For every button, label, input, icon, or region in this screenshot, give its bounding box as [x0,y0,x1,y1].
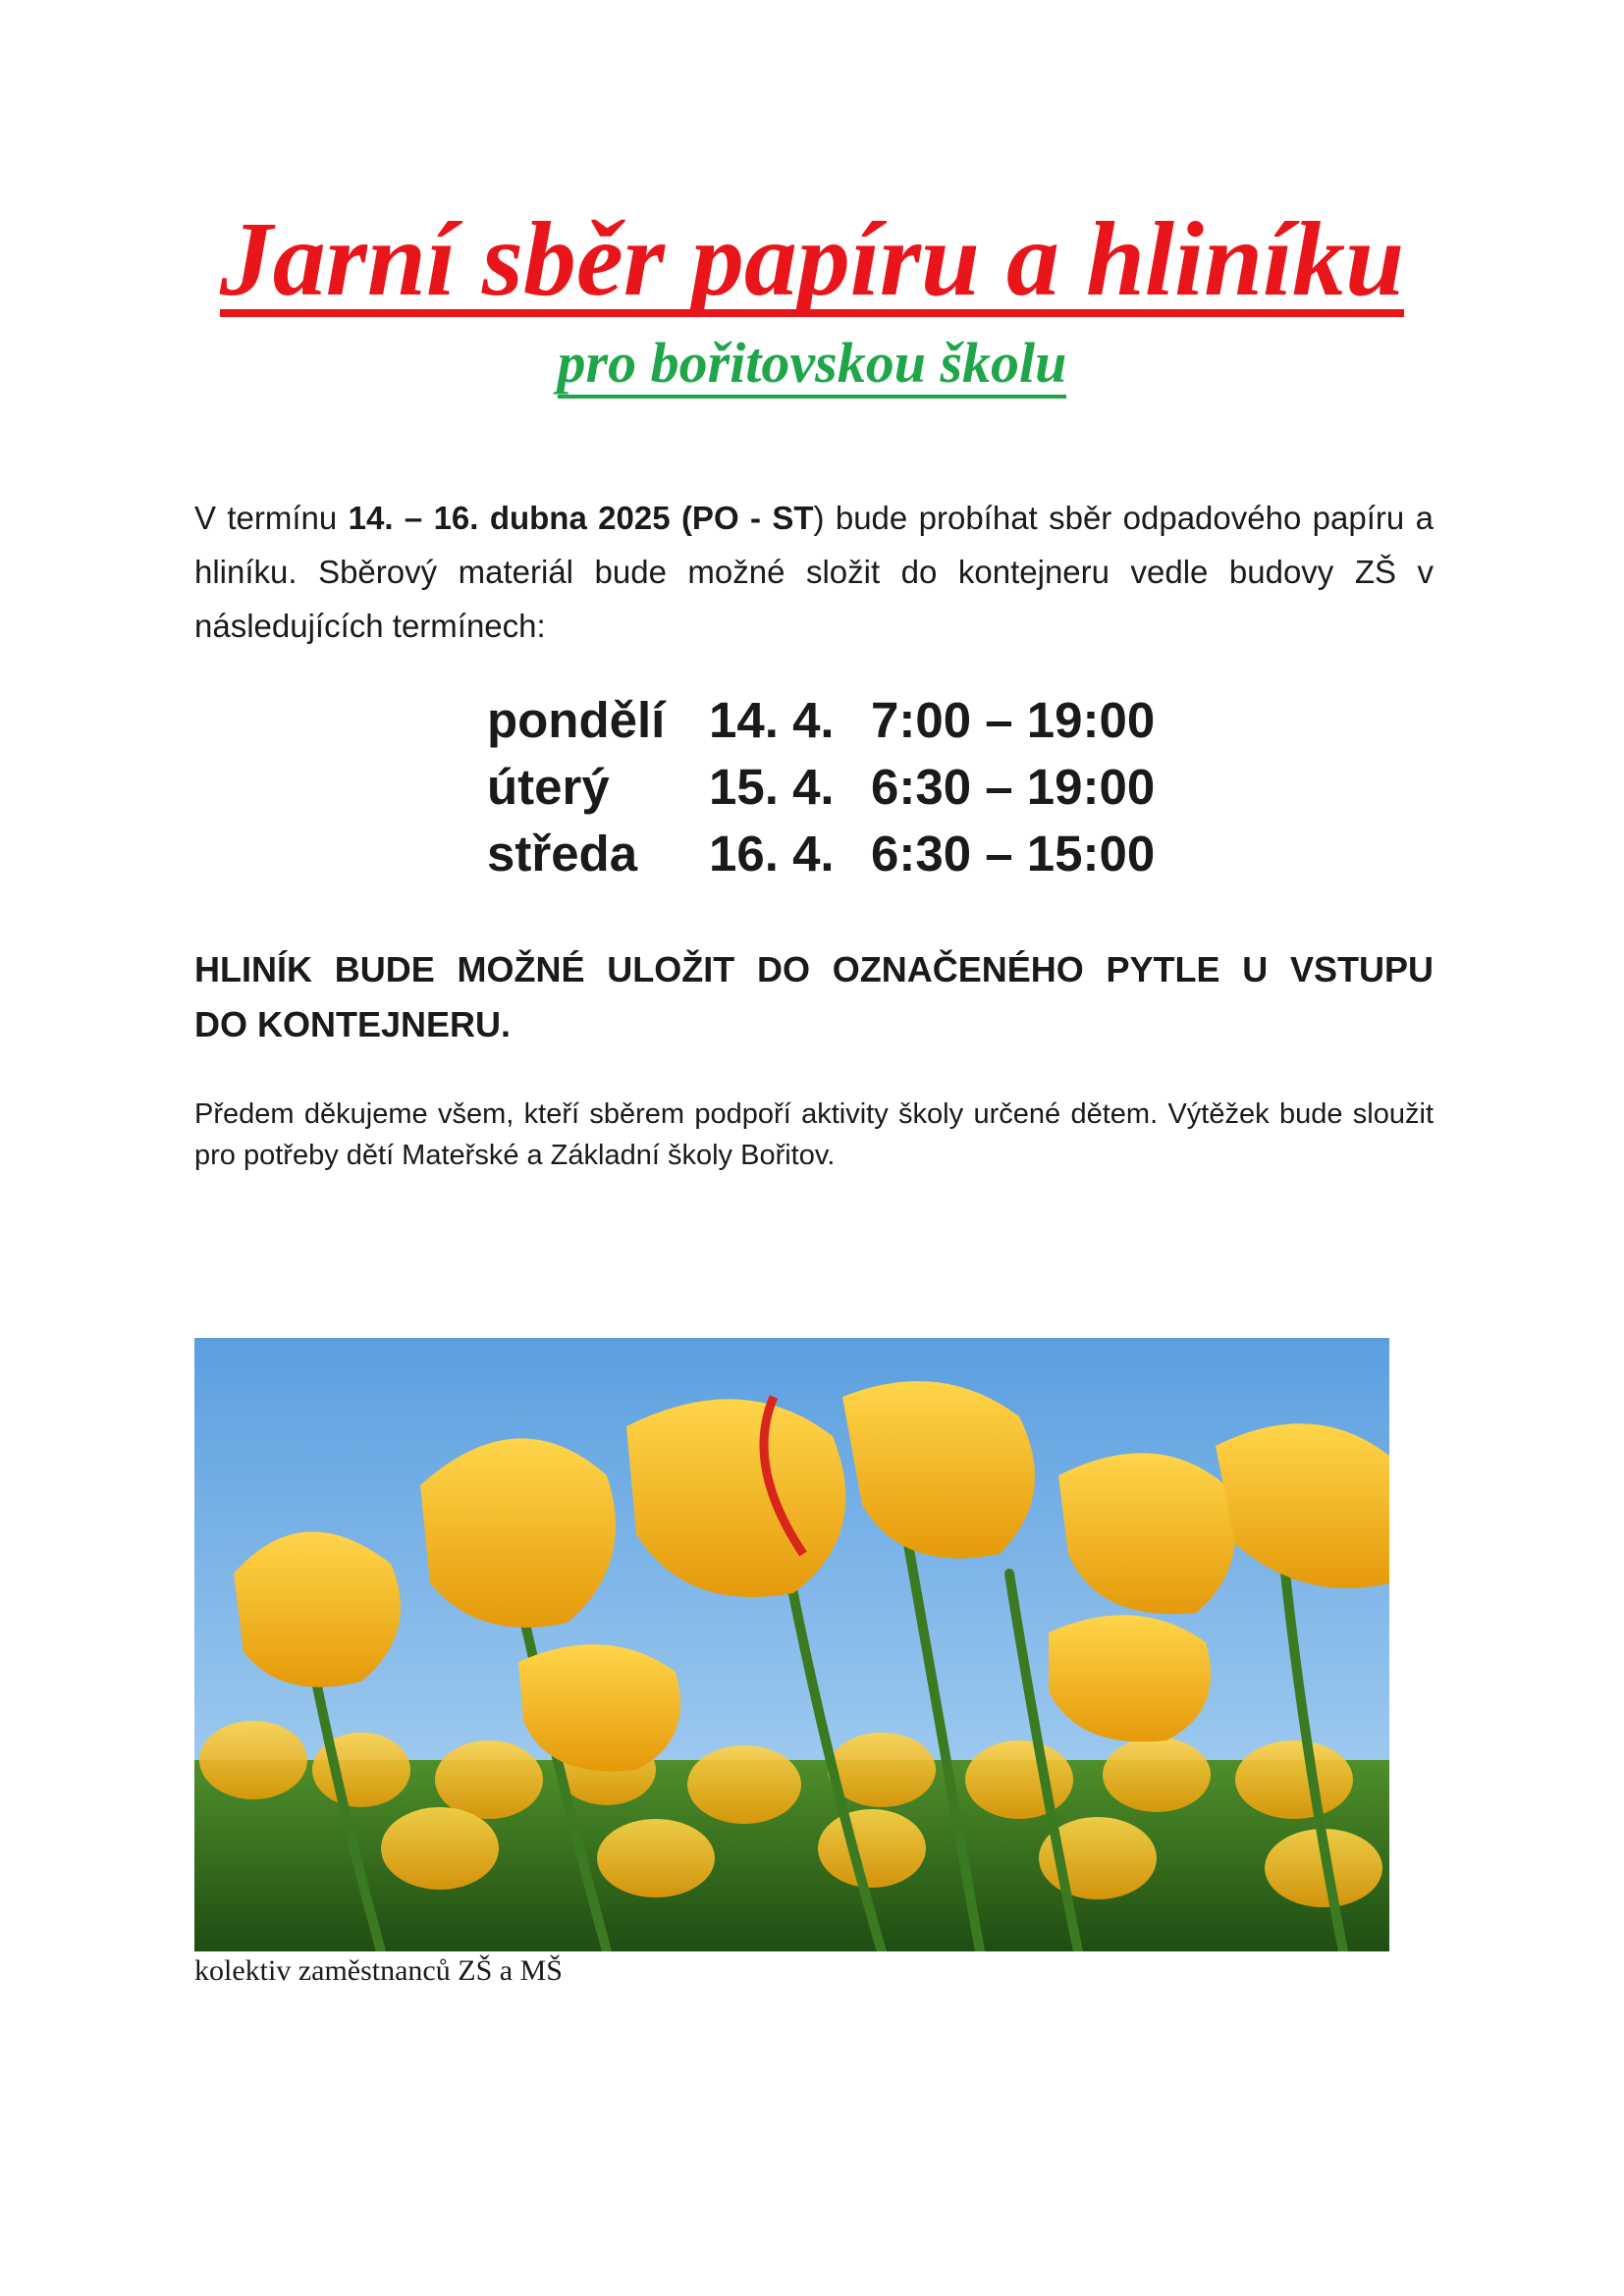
schedule-date: 16. 4. [709,826,835,881]
schedule-day: úterý [487,759,610,815]
aluminium-notice [194,942,1434,1052]
poster-subtitle: pro bořitovskou školu [0,324,1624,402]
schedule-day: středa [487,826,638,881]
schedule-row [487,754,1155,821]
schedule-day: pondělí [487,692,666,748]
notice-line-1: HLINÍK BUDE MOŽNÉ ULOŽIT DO OZNAČENÉHO PYTLE U VSTUPU [194,949,1434,989]
schedule-time: 6:30 – 15:00 [871,826,1156,881]
intro-suffix: ) bude probíhat sběr odpadového papíru a hliníku. Sběrový materiál bude možné složit do kontejneru vedle budovy ZŠ v následujících termínech: [194,500,1434,644]
notice-line-2: DO KONTEJNERU. [194,1004,512,1044]
poster-title: Jarní sběr papíru a hliníku [219,201,1405,318]
thanks-paragraph: Předem děkujeme všem, kteří sběrem podpoří aktivity školy určené dětem. Výtěžek bude sloužit pro potřeby dětí Mateřské a Základní školy Bořitov. [194,1098,1434,1171]
schedule-row [487,687,1155,754]
schedule-date: 14. 4. [709,692,835,748]
intro-prefix: V termínu [194,500,349,536]
schedule-row [487,821,1155,887]
collection-schedule [487,687,1155,887]
tulips-photo [194,1338,1389,1951]
schedule-time: 7:00 – 19:00 [871,692,1156,748]
photo-caption: kolektiv zaměstnanců ZŠ a MŠ [194,1954,563,1987]
intro-paragraph [194,491,1434,653]
schedule-time: 6:30 – 19:00 [871,759,1156,815]
schedule-date: 15. 4. [709,759,835,815]
tulips-illustration [194,1338,1389,1951]
intro-dates: 14. – 16. dubna 2025 (PO - ST [348,500,814,536]
